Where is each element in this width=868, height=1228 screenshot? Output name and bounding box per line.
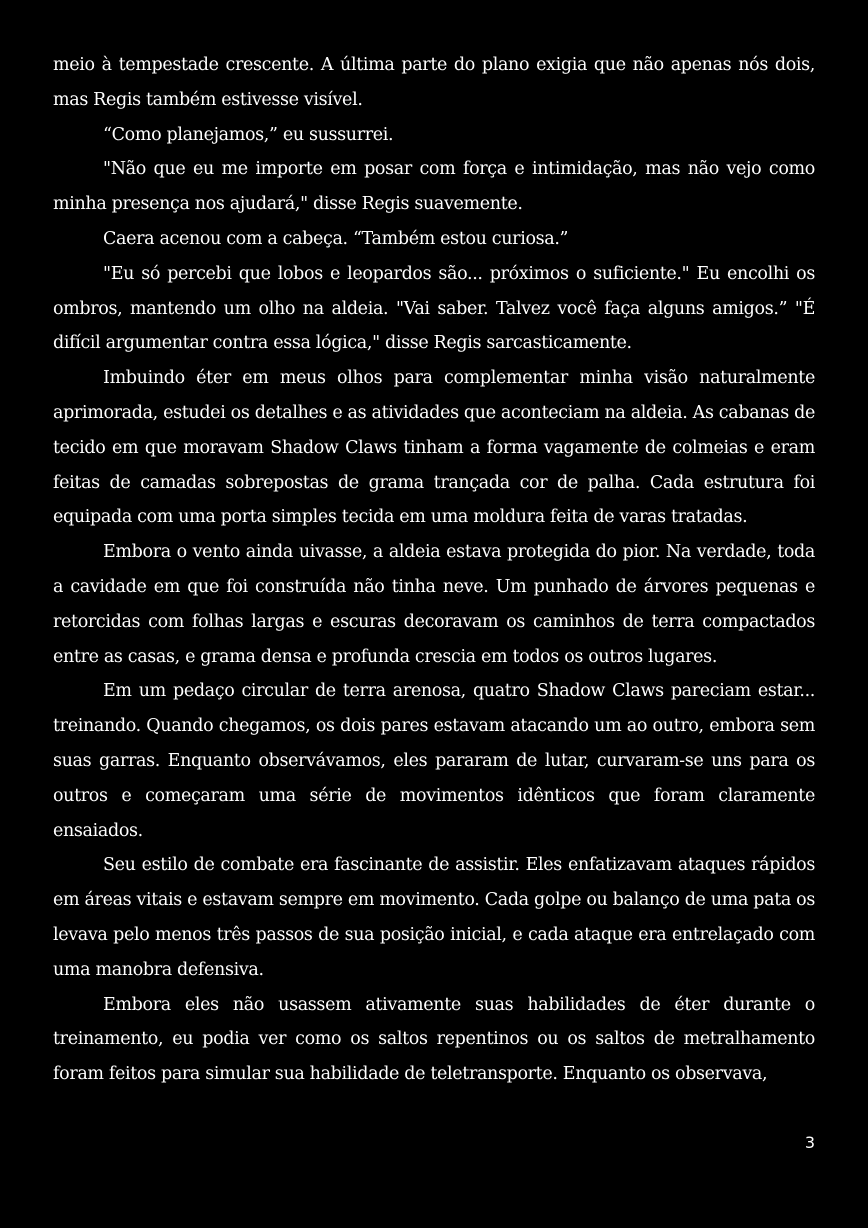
paragraph: Embora eles não usassem ativamente suas habilidades de éter durante o treinamento, eu podia ver como os saltos repentinos ou os saltos de metralhamento foram feitos para simular sua habilidade de teletransporte. Enquanto os observava, [53,994,815,1085]
paragraph: Caera acenou com a cabeça. “Também estou curiosa.” [103,228,569,249]
paragraph: Seu estilo de combate era fascinante de assistir. Eles enfatizavam ataques rápidos em áreas vitais e estavam sempre em movimento. Cada golpe ou balanço de uma pata os levava pelo menos três passos de sua posição inicial, e cada ataque era entrelaçado com uma manobra defensiva. [53,855,815,980]
paragraph-continuation: meio à tempestade crescente. A última parte do plano exigia que não apenas nós dois, mas Regis também estivesse visível. [53,55,815,110]
paragraph: "Eu só percebi que lobos e leopardos são... próximos o suficiente." Eu encolhi os ombros, mantendo um olho na aldeia. "Vai saber. Talvez você faça alguns amigos.” "É difícil argumentar contra essa lógica," disse Regis sarcasticamente. [53,263,815,354]
paragraph: Embora o vento ainda uivasse, a aldeia estava protegida do pior. Na verdade, toda a cavidade em que foi construída não tinha neve. Um punhado de árvores pequenas e retorcidas com folhas largas e escuras decoravam os caminhos de terra compactados entre as casas, e grama densa e profunda crescia em todos os outros lugares. [53,542,815,667]
paragraph: Imbuindo éter em meus olhos para complementar minha visão naturalmente aprimorada, estudei os detalhes e as atividades que aconteciam na aldeia. As cabanas de tecido em que moravam Shadow Claws tinham a forma vagamente de colmeias e eram feitas de camadas sobrepostas de grama trançada cor de palha. Cada estrutura foi equipada com uma porta simples tecida em uma moldura feita de varas tratadas. [53,368,815,528]
page-number: 3 [804,1133,815,1152]
body-text [53,48,815,1092]
paragraph: "Não que eu me importe em posar com força e intimidação, mas não vejo como minha presença nos ajudará," disse Regis suavemente. [53,159,815,215]
paragraph: Em um pedaço circular de terra arenosa, quatro Shadow Claws pareciam estar... treinando. Quando chegamos, os dois pares estavam atacando um ao outro, embora sem suas garras. Enquanto observávamos, eles pararam de lutar, curvaram-se uns para os outros e começaram uma série de movimentos idênticos que foram claramente ensaiados. [53,681,815,841]
paragraph: “Como planejamos,” eu sussurrei. [103,124,394,145]
